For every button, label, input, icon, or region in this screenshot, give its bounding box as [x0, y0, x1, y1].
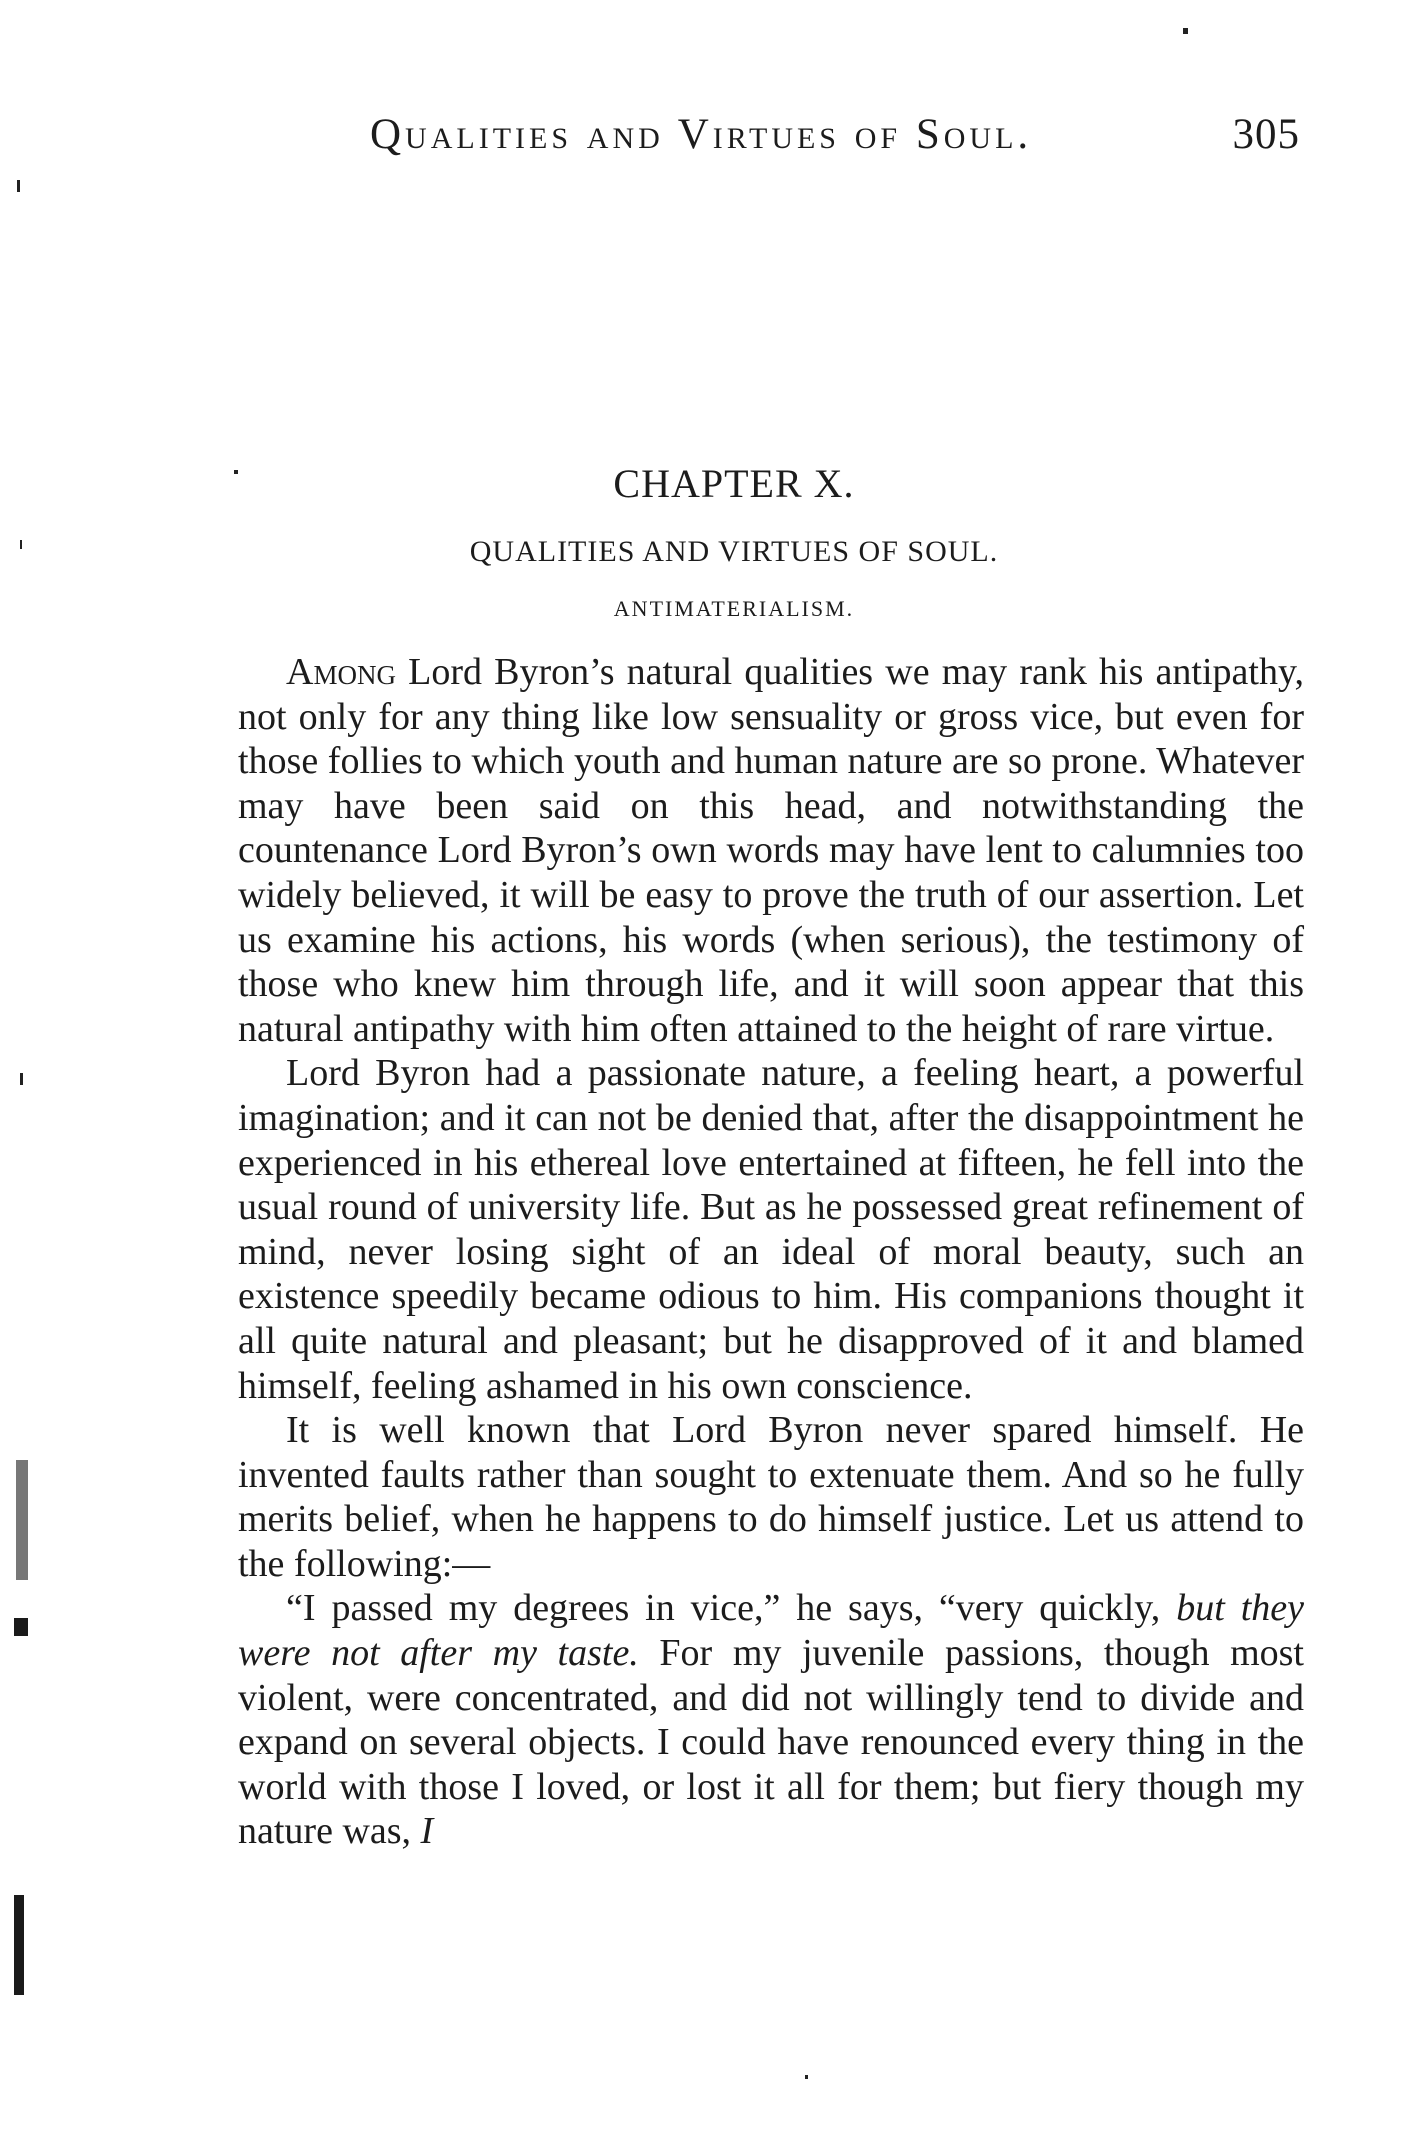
chapter-title: CHAPTER X. [613, 461, 855, 506]
quote-text: “I passed my degrees in vice,” he says, “very quickly, [286, 1587, 1177, 1630]
margin-mark [14, 1895, 24, 1995]
quote-italic: but they were not after my taste. [238, 1587, 1304, 1675]
scan-speck [20, 1073, 23, 1085]
paragraph [238, 1586, 1304, 1854]
quote-text: For my juvenile passions, though most violent, were concentrated, and did not willingly tend to divide and expand on several objects. I could have renounced every thing in the world with those I loved, or lost it all for them; but fiery though my nature was, [238, 1632, 1304, 1853]
running-head [370, 110, 1300, 170]
scan-speck [20, 540, 22, 549]
running-title: Qualities and Virtues of Soul. [370, 111, 1033, 158]
paragraph-text: Lord Byron’s natural qualities we may rank his antipathy, not only for any thing like low sensuality or gross vice, but even for those follies to which youth and human nature are so prone. Whatever may have been said on this head, and notwithstanding the countenance Lord Byron’s own words may have lent to calumnies too widely believed, it will be easy to prove the truth of our assertion. Let us examine his actions, his words (when serious), the testimony of those who knew him through life, and it will soon appear that this natural antipathy with him often attained to the height of rare virtue. [238, 651, 1304, 1050]
paragraph-text: Lord Byron had a passionate nature, a feeling heart, a powerful imagination; and it can not be denied that, after the disappointment he experienced in his ethereal love entertained at fifteen, he fell into the usual round of university life. But as he possessed great refinement of mind, never losing sight of an ideal of moral beauty, such an existence speedily became odious to him. His companions thought it all quite natural and pleasant; but he disapproved of it and blamed himself, feeling ashamed in his own conscience. [238, 1052, 1304, 1407]
scan-speck [1183, 28, 1188, 34]
paragraph-lead-word: Among [286, 651, 396, 693]
section-title: QUALITIES AND VIRTUES OF SOUL. [469, 535, 999, 568]
paragraph [238, 1051, 1304, 1408]
page-number: 305 [1232, 111, 1300, 158]
scan-speck [17, 180, 20, 192]
subsection-title: ANTIMATERIALISM. [613, 596, 855, 621]
paragraph-text: It is well known that Lord Byron never spared himself. He invented faults rather than sought to extenuate them. And so he fully merits belief, when he happens to do himself justice. Let us attend to the following:— [238, 1409, 1304, 1585]
margin-mark [14, 1618, 28, 1636]
scan-speck [805, 2075, 808, 2079]
body-text [238, 650, 1304, 1854]
paragraph [238, 1408, 1304, 1586]
paragraph [238, 650, 1304, 1051]
scan-speck [234, 470, 238, 474]
quote-italic: I [420, 1810, 434, 1853]
margin-mark [16, 1460, 28, 1580]
